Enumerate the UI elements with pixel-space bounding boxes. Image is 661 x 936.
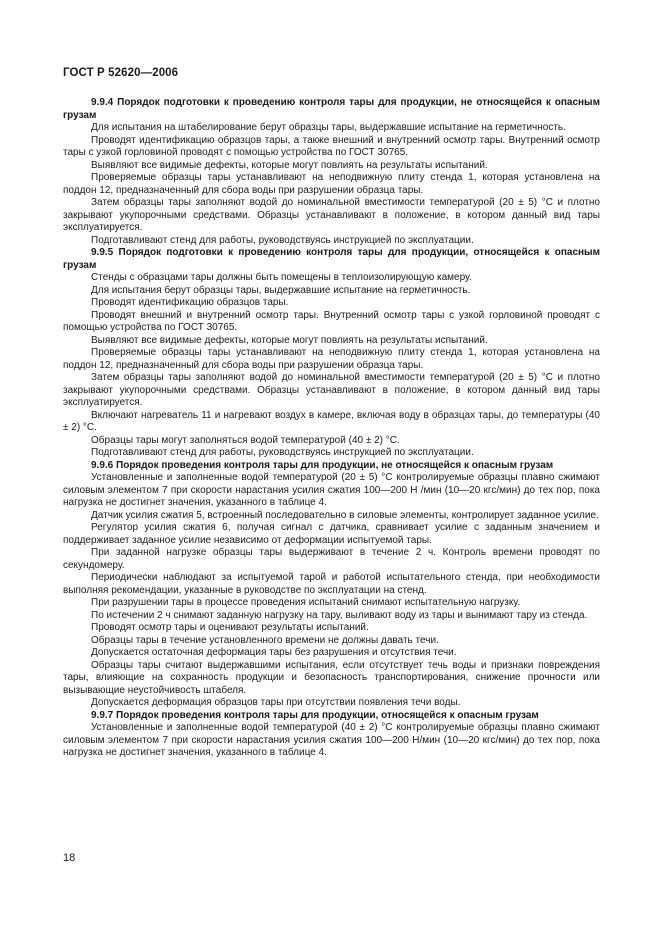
- paragraph: Допускается остаточная деформация тары без разрушения и отсутствия течи.: [91, 647, 457, 658]
- section-heading: 9.9.4 Порядок подготовки к проведению контроля тары для продукции, не относящейся к опасным грузам: [63, 97, 600, 121]
- paragraph: Установленные и заполненные водой температурой (20 ± 5) °С контролируемые образцы плавно сжимают силовым элементом 7 при скорости нарастания усилия сжатия 100—200 Н /мин (10—20 кгс/мин) до тех пор, пока нагрузка не достигнет значения, указанного в таблице 4.: [63, 472, 600, 508]
- section-heading: 9.9.6 Порядок проведения контроля тары для продукции, не относящейся к опасным грузам: [91, 459, 554, 471]
- paragraph: Проводят внешний и внутренний осмотр тары. Внутренний осмотр тары с узкой горловиной проводят с помощью устройства по ГОСТ 30765.: [63, 309, 600, 333]
- paragraph: Проводят идентификацию образцов тары.: [91, 297, 289, 308]
- paragraph: Выявляют все видимые дефекты, которые могут повлиять на результаты испытаний.: [91, 334, 488, 346]
- paragraph: Образцы тары считают выдержавшими испытания, если отсутствует течь воды и признаки повреждения тары, влияющие на сохранность продукции и безопасность транспортирования, снижение прочности или вызывающие неустойчивость штабеля.: [63, 659, 600, 696]
- paragraph: Затем образцы тары заполняют водой до номинальной вместимости температурой (20 ± 5) °С и плотно закрывают укупорочными средствами. Образцы устанавливают в положение, в котором данный вид тары эксплуатируется.: [63, 197, 600, 233]
- paragraph: Подготавливают стенд для работы, руководствуясь инструкцией по эксплуатации.: [91, 447, 474, 458]
- paragraph: Затем образцы тары заполняют водой до номинальной вместимости температурой (20 ± 5) °С и плотно закрывают укупорочными средствами. Образцы устанавливают в положение, в котором данный вид тары эксплуатируется.: [63, 372, 600, 408]
- document-body: [63, 97, 600, 760]
- paragraph: Регулятор усилия сжатия 6, получая сигнал с датчика, сравнивает усилие с заданным значением и поддерживает заданное усилие независимо от деформации испытуемой тары.: [63, 522, 600, 546]
- page-number: 18: [63, 852, 76, 864]
- paragraph: Для испытания на штабелирование берут образцы тары, выдержавшие испытание на герметичность.: [91, 122, 566, 133]
- paragraph: По истечении 2 ч снимают заданную нагрузку на тару, выливают воду из тары и вынимают тару из стенда.: [91, 609, 588, 621]
- paragraph: Проводят осмотр тары и оценивают результаты испытаний.: [91, 622, 369, 633]
- paragraph: Включают нагреватель 11 и нагревают воздух в камере, включая воду в образцах тары, до температуры (40 ± 2) °С.: [63, 409, 600, 433]
- paragraph: Проверяемые образцы тары устанавливают на неподвижную плиту стенда 1, которая установлена на поддон 12, предназначенный для сбора воды при разрушении образца тары.: [63, 172, 600, 196]
- paragraph: Подготавливают стенд для работы, руководствуясь инструкцией по эксплуатации.: [91, 234, 474, 246]
- paragraph: Периодически наблюдают за испытуемой тарой и работой испытательного стенда, при необходимости выполняя рекомендации, указанные в руководстве по эксплуатации на стенд.: [63, 572, 600, 596]
- paragraph: Установленные и заполненные водой температурой (40 ± 2) °С контролируемые образцы плавно сжимают силовым элементом 7 при скорости нарастания усилия сжатия 100—200 Н/мин (10—20 кгс/мин) до тех пор, пока нагрузка не достигнет значения, указанного в таблице 4.: [63, 722, 600, 758]
- section-heading: 9.9.7 Порядок проведения контроля тары для продукции, относящейся к опасным грузам: [91, 709, 539, 721]
- section-heading: 9.9.5 Порядок подготовки к проведению контроля тары для продукции, относящейся к опасным грузам: [63, 247, 600, 271]
- paragraph: Для испытания берут образцы тары, выдержавшие испытание на герметичность.: [91, 284, 471, 296]
- document-header: ГОСТ Р 52620—2006: [63, 67, 179, 79]
- paragraph: Проверяемые образцы тары устанавливают на неподвижную плиту стенда 1, которая установлена на поддон 12, предназначенный для сбора воды при разрушении образца тары.: [63, 347, 600, 371]
- paragraph: При заданной нагрузке образцы тары выдерживают в течение 2 ч. Контроль времени проводят по секундомеру.: [63, 547, 600, 571]
- paragraph: Образцы тары в течение установленного времени не должны давать течи.: [91, 634, 439, 646]
- paragraph: Стенды с образцами тары должны быть помещены в теплоизолирующую камеру.: [91, 272, 472, 283]
- paragraph: Выявляют все видимые дефекты, которые могут повлиять на результаты испытаний.: [91, 159, 488, 171]
- paragraph: Датчик усилия сжатия 5, встроенный последовательно в силовые элементы, контролирует заданное усилие.: [91, 509, 599, 521]
- paragraph: Допускается деформация образцов тары при отсутствии появления течи воды.: [91, 697, 461, 708]
- paragraph: Проводят идентификацию образцов тары, а также внешний и внутренний осмотр тары. Внутренний осмотр тары с узкой горловиной проводят с помощью устройства по ГОСТ 30765.: [63, 134, 600, 158]
- paragraph: Образцы тары могут заполняться водой температурой (40 ± 2) °С.: [91, 434, 400, 446]
- paragraph: При разрушении тары в процессе проведения испытаний снимают испытательную нагрузку.: [91, 597, 521, 608]
